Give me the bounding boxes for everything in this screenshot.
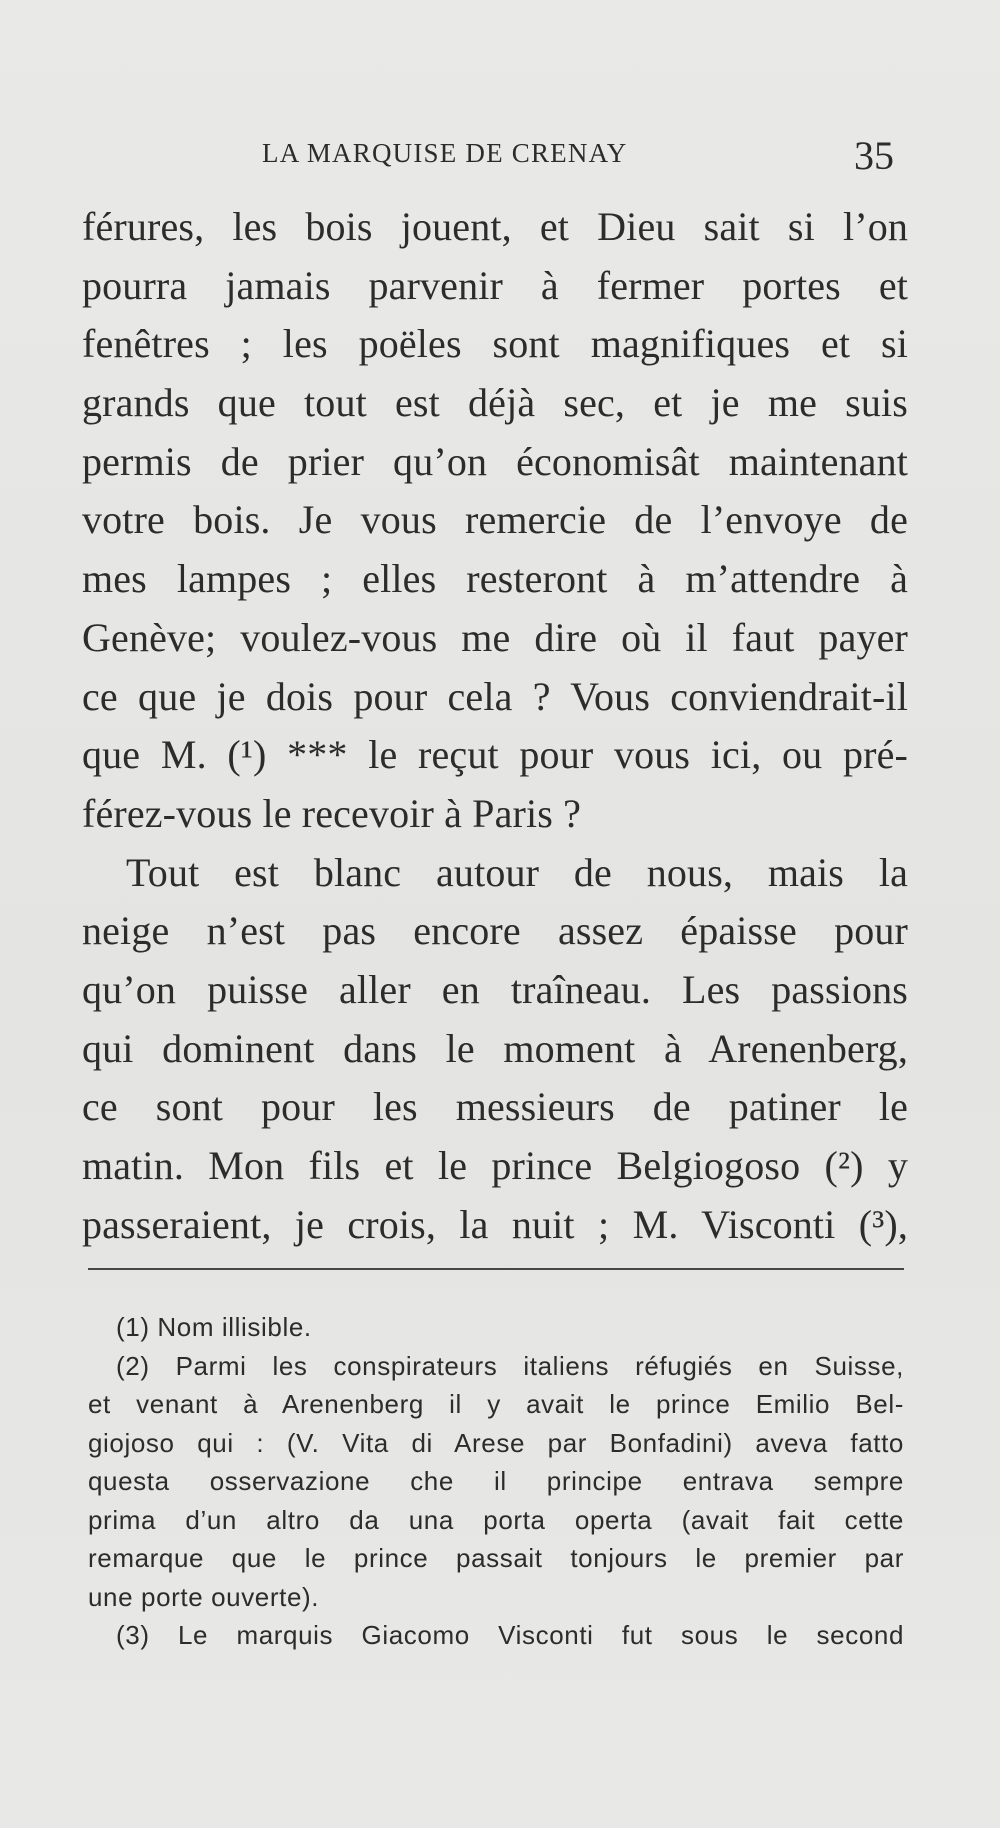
text-line: pourra jamais parvenir à fermer portes et xyxy=(82,262,908,308)
paragraph-start-line: Tout est blanc autour de nous, mais la xyxy=(126,849,908,895)
text-line: votre bois. Je vous remercie de l’envoye de xyxy=(82,497,908,543)
footnote-line: remarque que le prince passait tonjours le premier par xyxy=(88,1543,904,1573)
footnote-line: (2) Parmi les conspirateurs italiens réfugiés en Suisse, xyxy=(116,1350,904,1381)
running-title: LA MARQUISE DE CRENAY xyxy=(262,138,628,168)
text-line: Genève; voulez-vous me dire où il faut payer xyxy=(82,614,908,660)
text-line: que M. (¹) *** le reçut pour vous ici, ou pré- xyxy=(82,732,908,778)
footnote-line: une porte ouverte). xyxy=(88,1581,320,1612)
text-line: qui dominent dans le moment à Arenenberg, xyxy=(82,1025,908,1071)
text-line: qu’on puisse aller en traîneau. Les passions xyxy=(82,966,908,1012)
text-line: férures, les bois jouent, et Dieu sait si l’on xyxy=(82,204,908,249)
text-line: mes lampes ; elles resteront à m’attendre à xyxy=(82,556,908,602)
main-text xyxy=(82,198,908,1254)
footnote-line: (3) Le marquis Giacomo Visconti fut sous le second xyxy=(116,1620,904,1650)
text-line: ce que je dois pour cela ? Vous conviendrait-il xyxy=(82,673,908,719)
text-line: neige n’est pas encore assez épaisse pour xyxy=(82,908,908,954)
running-head xyxy=(84,132,900,178)
text-line: permis de prier qu’on économisât maintenant xyxy=(82,438,908,484)
text-line: fenêtres ; les poëles sont magnifiques et si xyxy=(82,321,908,367)
footnote-line: et venant à Arenenberg il y avait le prince Emilio Bel- xyxy=(88,1389,904,1419)
page-number: 35 xyxy=(854,133,894,178)
text-line: grands que tout est déjà sec, et je me suis xyxy=(82,380,908,426)
text-line: matin. Mon fils et le prince Belgiogoso (²) y xyxy=(82,1143,908,1188)
text-line: férez-vous le recevoir à Paris ? xyxy=(82,790,581,836)
text-line: ce sont pour les messieurs de patiner le xyxy=(82,1084,908,1130)
footnote-line: giojoso qui : (V. Vita di Arese par Bonfadini) aveva fatto xyxy=(88,1427,904,1458)
footnotes xyxy=(88,1308,904,1655)
footnote-line: prima d’un altro da una porta operta (avait fait cette xyxy=(88,1504,904,1535)
footnote-line: questa osservazione che il principe entrava sempre xyxy=(88,1466,904,1496)
footnote-line: (1) Nom illisible. xyxy=(116,1312,312,1342)
footnote-divider xyxy=(88,1268,904,1270)
text-line: passeraient, je crois, la nuit ; M. Visconti (³), xyxy=(82,1201,908,1247)
